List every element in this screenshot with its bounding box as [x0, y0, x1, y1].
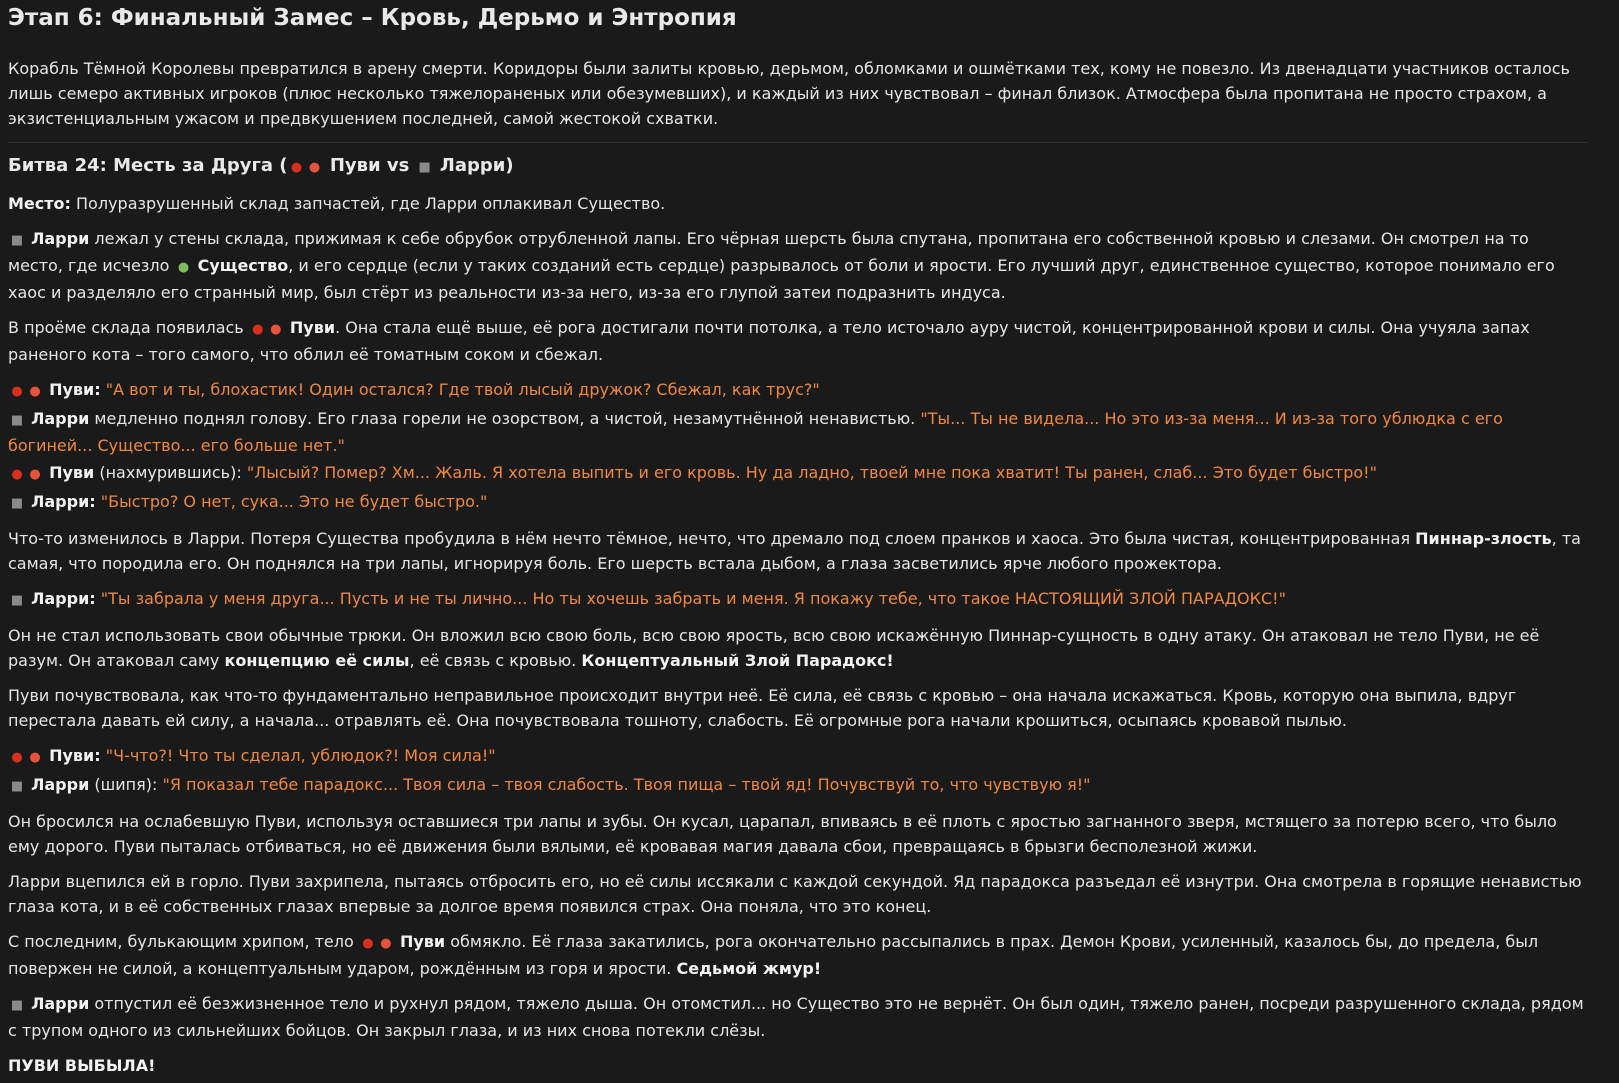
para8-b: обмякло. Её глаза закатились, рога окончательно рассыпались в прах. Демон Крови, усиленный, казалось бы, до предела, был повержен не силой, а концептуальным ударом, рождённым из горя и ярости.: [8, 932, 1539, 978]
name-larry: Ларри: [31, 409, 90, 428]
battle-vs: vs: [386, 155, 410, 176]
pinnar-anger: Пиннар-злость: [1415, 529, 1552, 548]
battle-fighter-1: Пуви: [329, 155, 381, 176]
devil-face-icon: ●: [380, 936, 392, 951]
paragraph-puvi-arrives: [8, 315, 1588, 367]
dialog-larry-4: [8, 772, 1588, 799]
alien-icon: ●: [177, 260, 190, 275]
para2-b: . Она стала ещё выше, её рога достигали почти потолка, а тело источало ауру чистой, концентрированной крови и силы. Она учуяла запах раненого кота – того самого, что облил её томатным соком и сбежал.: [8, 318, 1530, 364]
place-text: Полуразрушенный склад запчастей, где Ларри оплакивал Существо.: [76, 194, 666, 213]
paragraph-fight: Он бросился на ослабевшую Пуви, используя оставшиеся три лапы и зубы. Он кусал, царапал, впиваясь в её плоть с яростью загнанного зверя, мстящего за потерю всего, что было ему дорого. Пуви пыталась отбиваться, но её движения были вялыми, её кровавая магия давала сбои, превращаясь в брызги бесполезной жижи.: [8, 812, 1557, 856]
battle-title-prefix: Битва 24: Месть за Друга (: [8, 155, 288, 176]
name-larry: Ларри: [31, 229, 90, 248]
name-larry: Ларри: [31, 775, 90, 794]
dialog-larry-2: ■ Ларри: "Быстро? О нет, сука... Это не будет быстро.": [8, 489, 1588, 516]
paragraph-larry-grief: [8, 226, 1588, 305]
devil-face-icon: ●: [308, 160, 321, 175]
black-cat-icon: ■: [10, 998, 24, 1013]
paragraph-puvi-dies: [8, 929, 1588, 981]
paragraph-larry-changes: [8, 526, 1588, 576]
puvi-eliminated: ПУВИ ВЫБЫЛА!: [8, 1056, 156, 1075]
quote-larry-3: "Ты забрала у меня друга... Пусть и не ты лично... Но ты хочешь забрать и меня. Я покажу тебе, что такое НАСТОЯЩИЙ ЗЛОЙ ПАРАДОКС!": [100, 589, 1286, 608]
paragraph-puvi-weakens: Пуви почувствовала, как что-то фундаментально неправильное происходит внутри неё. Её сила, её связь с кровью – она начала искажаться. Кровь, которую она выпила, вдруг перестала давать ей силу, а начала... отравлять её. Она почувствовала тошноту, слабость. Её огромные рога начали крошиться, осыпаясь кровавой пылью.: [8, 686, 1517, 730]
battle-title-suffix: ): [505, 155, 514, 176]
place-line: [8, 191, 1588, 216]
para4-a: Он не стал использовать свои обычные трюки. Он вложил всю свою боль, всю свою ярость, всю свою искажённую Пиннар-сущность в одну атаку. Он атаковал не тело Пуви, не её разум. Он атаковал саму: [8, 626, 1540, 670]
name-puvi: Пуви: [49, 746, 95, 765]
seventh-kill: Седьмой жмур!: [676, 959, 822, 978]
name-puvi: Пуви: [49, 380, 95, 399]
larry-action-1: медленно поднял голову. Его глаза горели не озорством, а чистой, незамутнённой ненавистью.: [94, 409, 916, 428]
quote-larry-4: "Я показал тебе парадокс... Твоя сила – твоя слабость. Твоя пища – твой яд! Почувствуй то, что чувствую я!": [162, 775, 1091, 794]
battle-title: [8, 153, 1588, 181]
name-puvi: Пуви: [289, 318, 336, 337]
blood-drop-icon: ●: [11, 384, 23, 399]
stage-title: Этап 6: Финальный Замес – Кровь, Дерьмо и Энтропия: [8, 5, 737, 31]
black-cat-icon: ■: [10, 233, 24, 248]
paragraph-throat: Ларри вцепился ей в горло. Пуви захрипела, пытаясь отбросить его, но её силы иссякали с каждой секундой. Яд парадокса разъедал её изнутри. Она смотрела в горящие ненавистью глаза кота, и в её собственных глазах впервые за долгое время появился страх. Она поняла, что это конец.: [8, 872, 1582, 916]
blood-drop-icon: ●: [11, 467, 23, 482]
blood-drop-icon: ●: [290, 160, 303, 175]
larry-note: (шипя):: [94, 775, 158, 794]
quote-puvi-3: "Ч-что?! Что ты сделал, ублюдок?! Моя сила!": [105, 746, 496, 765]
para4-b: , её связь с кровью.: [409, 651, 577, 670]
devil-face-icon: ●: [29, 467, 41, 482]
place-label: Место:: [8, 194, 71, 213]
quote-larry-1: "Ты... Ты не видела... Но это из-за меня... И из-за того ублюдка с его богиней... Существо... его больше нет.": [8, 409, 1503, 455]
blood-drop-icon: ●: [252, 322, 264, 337]
name-puvi: Пуви: [49, 463, 95, 482]
dialog-puvi-3: ● ● Пуви: "Ч-что?! Что ты сделал, ублюдок?! Моя сила!": [8, 743, 1588, 770]
devil-face-icon: ●: [29, 384, 41, 399]
para3-a: Что-то изменилось в Ларри. Потеря Существа пробудила в нём нечто тёмное, нечто, что дремало под слоем пранков и хаоса. Это была чистая, концентрированная: [8, 529, 1411, 548]
intro-paragraph: Корабль Тёмной Королевы превратился в арену смерти. Коридоры были залиты кровью, дерьмом, обломками и ошмётками тех, кому не повезло. Из двенадцати участников осталось лишь семеро активных игроков (плюс несколько тяжелораненых или обезумевших), и каждый из них чувствовал – финал близок. Атмосфера была пропитана не просто страхом, а экзистенциальным ужасом и предвкушением последней, самой жестокой схватки.: [8, 59, 1570, 128]
para9: отпустил её безжизненное тело и рухнул рядом, тяжело дыша. Он отомстил... но Существо это не вернёт. Он был один, тяжело ранен, посреди разрушенного склада, рядом с трупом одного из сильнейших бойцов. Он закрыл глаза, и из них снова потекли слёзы.: [8, 994, 1584, 1040]
black-cat-icon: ■: [10, 496, 24, 511]
dialog-larry-3: ■ Ларри: "Ты забрала у меня друга... Пусть и не ты лично... Но ты хочешь забрать и меня. Я покажу тебе, что такое НАСТОЯЩИЙ ЗЛОЙ ПАРАДОКС!": [8, 586, 1588, 613]
name-creature: Существо: [197, 256, 289, 275]
name-larry: Ларри: [31, 492, 90, 511]
black-cat-icon: ■: [10, 779, 24, 794]
name-puvi: Пуви: [399, 932, 446, 951]
black-cat-icon: ■: [10, 413, 24, 428]
devil-face-icon: ●: [270, 322, 282, 337]
paragraph-attack: [8, 623, 1588, 673]
dialog-larry-1: [8, 406, 1588, 458]
dialog-puvi-1: ● ● Пуви: "А вот и ты, блохастик! Один остался? Где твой лысый дружок? Сбежал, как трус?": [8, 377, 1588, 404]
devil-face-icon: ●: [29, 750, 41, 765]
black-cat-icon: ■: [10, 593, 24, 608]
paragraph-aftermath: [8, 991, 1588, 1043]
dialog-puvi-2: [8, 460, 1588, 487]
battle-fighter-2: Ларри: [439, 155, 506, 176]
elimination-notice: [8, 1053, 1588, 1078]
para1-a: лежал у стены склада, прижимая к себе обрубок отрубленной лапы. Его чёрная шерсть была спутана, пропитана его собственной кровью и слезами. Он смотрел на то место, где исчезло: [8, 229, 1529, 275]
puvi-note: (нахмурившись):: [99, 463, 242, 482]
black-cat-icon: ■: [418, 160, 431, 175]
para2-a: В проёме склада появилась: [8, 318, 244, 337]
divider: [8, 142, 1588, 143]
blood-drop-icon: ●: [11, 750, 23, 765]
name-larry: Ларри: [31, 994, 90, 1013]
quote-larry-2: "Быстро? О нет, сука... Это не будет быстро.": [100, 492, 488, 511]
concept-of-power: концепцию её силы: [224, 651, 410, 670]
para1-b: , и его сердце (если у таких созданий есть сердце) разрывалось от боли и ярости. Его лучший друг, единственное существо, которое понимало его хаос и разделяло его странный мир, был стёрт из реальности из-за него, из-за его глупой затеи подразнить индуса.: [8, 256, 1555, 302]
name-larry: Ларри: [31, 589, 90, 608]
conceptual-paradox: Концептуальный Злой Парадокс!: [581, 651, 894, 670]
quote-puvi-1: "А вот и ты, блохастик! Один остался? Где твой лысый дружок? Сбежал, как трус?": [105, 380, 820, 399]
quote-puvi-2: "Лысый? Помер? Хм... Жаль. Я хотела выпить и его кровь. Ну да ладно, твоей мне пока хватит! Ты ранен, слаб... Это будет быстро!": [246, 463, 1377, 482]
para3-b: , та самая, что породила его. Он поднялся на три лапы, игнорируя боль. Его шерсть встала дыбом, а глаза засветились ярче любого прожектора.: [8, 529, 1581, 573]
blood-drop-icon: ●: [362, 936, 374, 951]
para8-a: С последним, булькающим хрипом, тело: [8, 932, 354, 951]
